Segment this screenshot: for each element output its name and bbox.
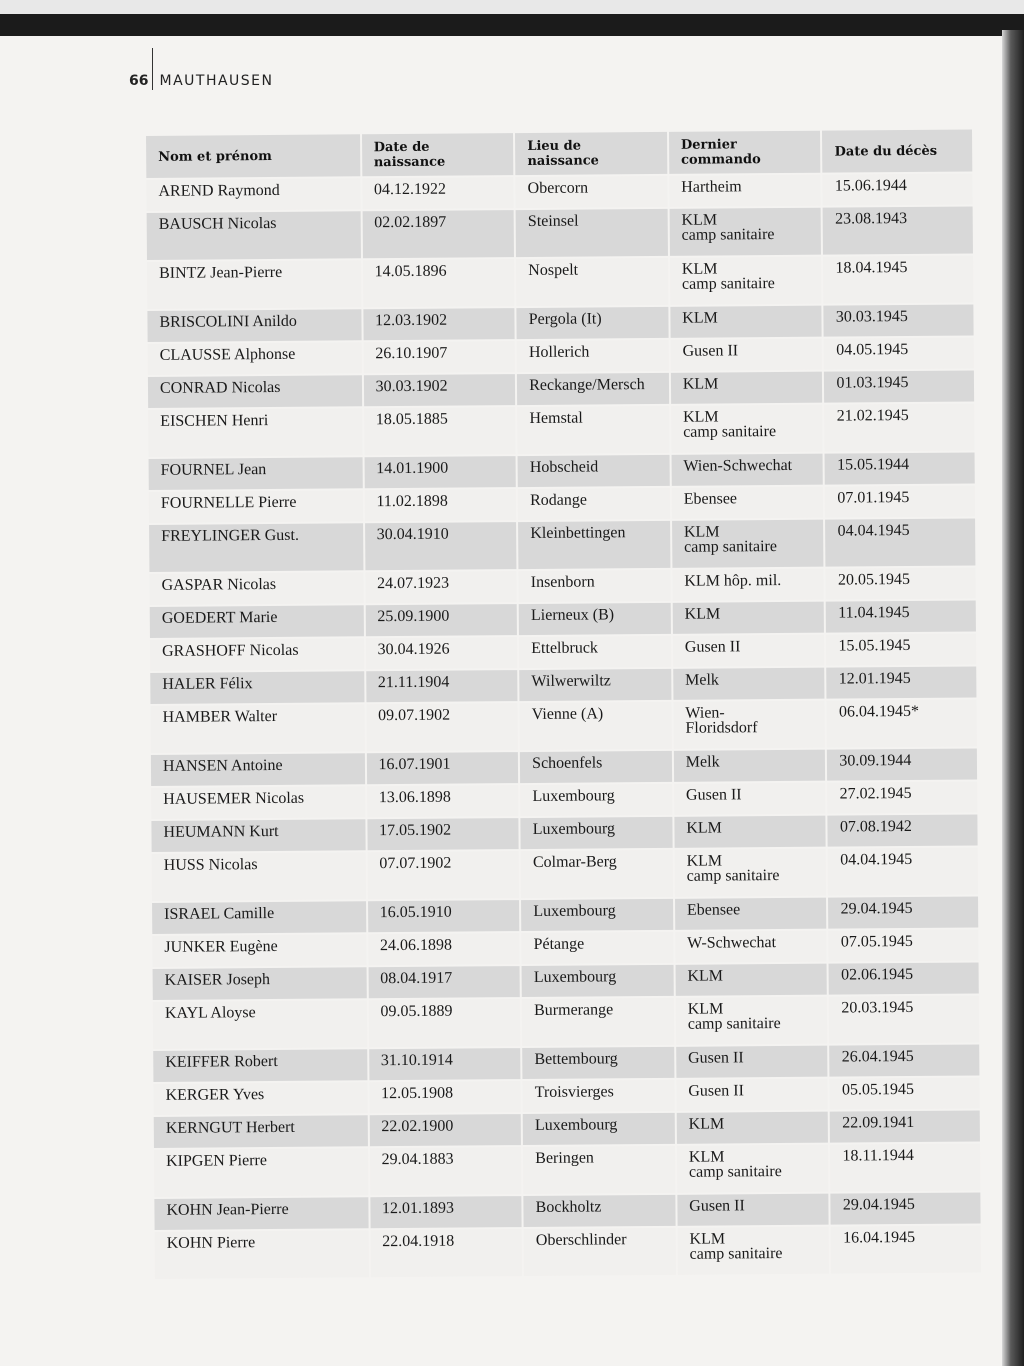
birth-date-cell: 12.05.1908 bbox=[369, 1081, 521, 1113]
commando-line-1: KLM bbox=[682, 375, 719, 393]
birth-date-cell: 09.05.1889 bbox=[368, 999, 520, 1047]
table-row bbox=[153, 1077, 979, 1114]
table-row bbox=[154, 1192, 980, 1229]
birth-date-cell: 17.05.1902 bbox=[367, 818, 519, 850]
birth-date-cell: 30.04.1926 bbox=[366, 637, 518, 669]
table-row bbox=[150, 633, 976, 670]
birth-place-cell: Wilwerwiltz bbox=[519, 669, 671, 701]
commando-cell bbox=[673, 635, 825, 667]
scan-top-edge bbox=[0, 14, 1024, 36]
death-date-cell: 29.04.1945 bbox=[828, 896, 978, 928]
death-date-cell: 02.06.1945 bbox=[829, 962, 979, 994]
commando-cell bbox=[675, 964, 827, 996]
table-row bbox=[148, 403, 974, 456]
commando-cell bbox=[670, 339, 822, 371]
birth-place-cell: Schoenfels bbox=[520, 751, 672, 783]
commando-line-2: camp sanitaire bbox=[684, 538, 777, 556]
death-date-cell: 26.04.1945 bbox=[830, 1044, 980, 1076]
birth-place-cell: Hobscheid bbox=[518, 455, 670, 487]
deportee-table-container bbox=[144, 127, 983, 1280]
commando-line-1: Melk bbox=[685, 753, 720, 771]
column-header-birth-place: Lieu de naissance bbox=[515, 132, 667, 175]
name-cell: JUNKER Eugène bbox=[152, 934, 366, 967]
birth-date-cell: 26.10.1907 bbox=[363, 341, 515, 373]
birth-date-cell: 12.03.1902 bbox=[363, 308, 515, 340]
birth-date-cell: 08.04.1917 bbox=[368, 966, 520, 998]
column-header-birth-date: Date de naissance bbox=[362, 133, 514, 176]
birth-place-cell: Beringen bbox=[523, 1146, 675, 1194]
commando-line-1: Gusen II bbox=[682, 342, 739, 360]
death-date-cell: 06.04.1945* bbox=[827, 699, 977, 747]
column-header-name: Nom et prénom bbox=[146, 134, 360, 178]
commando-line-1: KLM bbox=[689, 1230, 726, 1248]
name-cell: KOHN Jean-Pierre bbox=[154, 1197, 368, 1230]
commando-cell bbox=[677, 1145, 829, 1193]
running-title: MAUTHAUSEN bbox=[159, 73, 274, 89]
death-date-cell: 12.01.1945 bbox=[827, 666, 977, 698]
commando-cell bbox=[671, 405, 823, 453]
commando-cell bbox=[670, 306, 822, 338]
column-header-commando: Dernier commando bbox=[669, 131, 821, 174]
name-cell: KERGER Yves bbox=[153, 1082, 367, 1115]
birth-place-cell: Hollerich bbox=[517, 340, 669, 372]
commando-line-1: Gusen II bbox=[685, 786, 742, 804]
commando-line-1: KLM bbox=[688, 1115, 725, 1133]
commando-line-1: KLM bbox=[686, 852, 723, 870]
page-header bbox=[129, 72, 274, 90]
birth-place-cell: Hemstal bbox=[517, 406, 669, 454]
column-header-death-date: Date du décès bbox=[822, 129, 972, 172]
commando-cell bbox=[673, 668, 825, 700]
birth-place-cell: Obercorn bbox=[516, 176, 668, 208]
birth-date-cell: 12.01.1893 bbox=[370, 1196, 522, 1228]
birth-date-cell: 31.10.1914 bbox=[369, 1048, 521, 1080]
birth-place-cell: Vienne (A) bbox=[520, 702, 672, 750]
table-header-row bbox=[146, 129, 972, 177]
birth-place-cell: Luxembourg bbox=[521, 817, 673, 849]
commando-line-1: Ebensee bbox=[683, 490, 738, 508]
death-date-cell: 20.03.1945 bbox=[829, 995, 979, 1043]
birth-date-cell: 22.02.1900 bbox=[369, 1114, 521, 1146]
name-cell: HEUMANN Kurt bbox=[151, 819, 365, 852]
scan-top-margin bbox=[0, 0, 1024, 14]
name-cell: AREND Raymond bbox=[146, 178, 360, 211]
birth-place-cell: Oberschlinder bbox=[524, 1228, 676, 1276]
birth-date-cell: 09.07.1902 bbox=[366, 703, 518, 751]
table-row bbox=[151, 814, 977, 851]
name-cell: HUSS Nicolas bbox=[152, 852, 366, 901]
commando-line-1: KLM bbox=[682, 309, 718, 327]
name-cell: HAUSEMER Nicolas bbox=[151, 786, 365, 819]
table-row bbox=[149, 452, 975, 489]
death-date-cell: 07.08.1942 bbox=[828, 814, 978, 846]
commando-cell bbox=[677, 1227, 829, 1275]
commando-line-1: KLM bbox=[681, 260, 718, 278]
name-cell: FREYLINGER Gust. bbox=[149, 523, 363, 572]
birth-date-cell: 13.06.1898 bbox=[367, 785, 519, 817]
birth-place-cell: Lierneux (B) bbox=[519, 603, 671, 635]
name-cell: KERNGUT Herbert bbox=[154, 1115, 368, 1148]
birth-date-cell: 24.07.1923 bbox=[365, 571, 517, 603]
commando-line-2: camp sanitaire bbox=[689, 1245, 783, 1263]
commando-cell bbox=[675, 931, 827, 963]
birth-place-cell: Bettembourg bbox=[522, 1047, 674, 1079]
commando-line-1: W-Schwechat bbox=[687, 934, 777, 952]
birth-place-cell: Luxembourg bbox=[520, 784, 672, 816]
commando-line-2: camp sanitaire bbox=[681, 275, 775, 293]
commando-cell bbox=[671, 454, 823, 486]
commando-line-2: camp sanitaire bbox=[688, 1163, 782, 1181]
commando-cell bbox=[676, 1079, 828, 1111]
death-date-cell: 07.01.1945 bbox=[825, 485, 975, 517]
table-row bbox=[150, 666, 976, 703]
commando-cell bbox=[673, 602, 825, 634]
table-row bbox=[153, 962, 979, 999]
page-number: 66 bbox=[129, 73, 149, 89]
death-date-cell: 15.05.1945 bbox=[826, 633, 976, 665]
commando-cell bbox=[670, 257, 822, 305]
commando-line-1: Gusen II bbox=[684, 638, 741, 656]
death-date-cell: 22.09.1941 bbox=[830, 1110, 980, 1142]
commando-cell bbox=[673, 701, 825, 749]
name-cell: HANSEN Antoine bbox=[151, 753, 365, 786]
name-cell: CLAUSSE Alphonse bbox=[148, 342, 362, 375]
birth-date-cell: 14.01.1900 bbox=[364, 456, 516, 488]
name-cell: KEIFFER Robert bbox=[153, 1049, 367, 1082]
birth-date-cell: 16.07.1901 bbox=[366, 752, 518, 784]
name-cell: EISCHEN Henri bbox=[148, 408, 362, 457]
birth-date-cell: 29.04.1883 bbox=[370, 1147, 522, 1195]
birth-place-cell: Rodange bbox=[518, 488, 670, 520]
commando-line-1: Wien- bbox=[685, 704, 725, 722]
birth-place-cell: Colmar-Berg bbox=[521, 850, 673, 898]
commando-line-2: camp sanitaire bbox=[683, 423, 777, 441]
commando-cell bbox=[672, 569, 824, 601]
deportee-table bbox=[144, 127, 983, 1280]
name-cell: BAUSCH Nicolas bbox=[147, 211, 361, 260]
name-cell: GASPAR Nicolas bbox=[149, 572, 363, 605]
death-date-cell: 04.04.1945 bbox=[828, 847, 978, 895]
birth-date-cell: 14.05.1896 bbox=[363, 259, 515, 307]
death-date-cell: 07.05.1945 bbox=[829, 929, 979, 961]
table-row bbox=[151, 748, 977, 785]
commando-line-1: Gusen II bbox=[689, 1197, 745, 1215]
commando-line-1: KLM bbox=[684, 605, 721, 623]
table-row bbox=[151, 781, 977, 818]
table-row bbox=[152, 847, 978, 900]
death-date-cell: 18.11.1944 bbox=[830, 1143, 980, 1191]
death-date-cell: 20.05.1945 bbox=[826, 567, 976, 599]
table-row bbox=[149, 518, 975, 571]
commando-line-1: KLM bbox=[686, 819, 722, 837]
death-date-cell: 16.04.1945 bbox=[831, 1225, 981, 1273]
commando-line-1: KLM bbox=[682, 408, 719, 426]
birth-place-cell: Bockholtz bbox=[524, 1195, 676, 1227]
table-row bbox=[153, 995, 979, 1048]
commando-cell bbox=[669, 208, 821, 256]
birth-place-cell: Reckange/Mersch bbox=[517, 373, 669, 405]
death-date-cell: 05.05.1945 bbox=[830, 1077, 980, 1109]
name-cell: KAYL Aloyse bbox=[153, 1000, 367, 1049]
name-cell: HAMBER Walter bbox=[150, 704, 364, 753]
table-row bbox=[147, 206, 973, 259]
commando-cell bbox=[677, 1112, 829, 1144]
commando-cell bbox=[672, 520, 824, 568]
death-date-cell: 21.02.1945 bbox=[825, 403, 975, 451]
birth-place-cell: Luxembourg bbox=[522, 965, 674, 997]
death-date-cell: 11.04.1945 bbox=[826, 600, 976, 632]
name-cell: KOHN Pierre bbox=[155, 1230, 369, 1279]
birth-date-cell: 04.12.1922 bbox=[362, 177, 514, 209]
table-row bbox=[155, 1225, 981, 1278]
name-cell: FOURNEL Jean bbox=[149, 457, 363, 490]
birth-place-cell: Kleinbettingen bbox=[518, 521, 670, 569]
death-date-cell: 29.04.1945 bbox=[831, 1192, 981, 1224]
commando-line-1: KLM bbox=[688, 1148, 725, 1166]
name-cell: HALER Félix bbox=[150, 671, 364, 704]
table-row bbox=[150, 699, 976, 752]
table-row bbox=[154, 1110, 980, 1147]
commando-cell bbox=[676, 1046, 828, 1078]
birth-date-cell: 22.04.1918 bbox=[370, 1229, 522, 1277]
table-row bbox=[152, 896, 978, 933]
commando-cell bbox=[671, 372, 823, 404]
commando-line-2: camp sanitaire bbox=[681, 226, 775, 244]
table-row bbox=[149, 485, 975, 522]
table-row bbox=[148, 337, 974, 374]
death-date-cell: 15.06.1944 bbox=[823, 173, 973, 205]
commando-line-1: Ebensee bbox=[686, 901, 741, 919]
birth-place-cell: Burmerange bbox=[522, 998, 674, 1046]
birth-place-cell: Steinsel bbox=[516, 209, 668, 257]
name-cell: FOURNELLE Pierre bbox=[149, 490, 363, 523]
birth-place-cell: Troisvierges bbox=[523, 1080, 675, 1112]
commando-cell bbox=[672, 487, 824, 519]
commando-line-2: camp sanitaire bbox=[687, 1015, 781, 1033]
death-date-cell: 15.05.1944 bbox=[825, 452, 975, 484]
name-cell: ISRAEL Camille bbox=[152, 901, 366, 934]
birth-place-cell: Nospelt bbox=[516, 258, 668, 306]
table-row bbox=[146, 173, 972, 210]
commando-cell bbox=[669, 175, 821, 207]
birth-date-cell: 02.02.1897 bbox=[362, 210, 514, 258]
commando-cell bbox=[674, 783, 826, 815]
table-row bbox=[148, 370, 974, 407]
table-row bbox=[152, 929, 978, 966]
death-date-cell: 30.09.1944 bbox=[827, 748, 977, 780]
birth-date-cell: 16.05.1910 bbox=[368, 900, 520, 932]
birth-place-cell: Insenborn bbox=[519, 570, 671, 602]
commando-cell bbox=[675, 898, 827, 930]
birth-date-cell: 21.11.1904 bbox=[366, 670, 518, 702]
name-cell: BRISCOLINI Anildo bbox=[147, 309, 361, 342]
table-body bbox=[146, 173, 981, 1278]
death-date-cell: 01.03.1945 bbox=[824, 370, 974, 402]
birth-date-cell: 30.04.1910 bbox=[365, 522, 517, 570]
commando-line-1: Melk bbox=[685, 671, 719, 689]
death-date-cell: 23.08.1943 bbox=[823, 206, 973, 254]
name-cell: BINTZ Jean-Pierre bbox=[147, 260, 361, 309]
name-cell: KIPGEN Pierre bbox=[154, 1148, 368, 1197]
commando-cell bbox=[674, 849, 826, 897]
commando-line-1: KLM bbox=[687, 967, 724, 985]
table-row bbox=[149, 567, 975, 604]
commando-cell bbox=[677, 1194, 829, 1226]
death-date-cell: 04.04.1945 bbox=[825, 518, 975, 566]
commando-line-2: camp sanitaire bbox=[686, 867, 780, 885]
birth-date-cell: 18.05.1885 bbox=[364, 407, 516, 455]
commando-line-1: Wien-Schwechat bbox=[683, 456, 793, 475]
name-cell: GRASHOFF Nicolas bbox=[150, 638, 364, 671]
table-row bbox=[150, 600, 976, 637]
birth-date-cell: 11.02.1898 bbox=[364, 489, 516, 521]
birth-place-cell: Luxembourg bbox=[521, 899, 673, 931]
commando-line-1: Gusen II bbox=[688, 1082, 744, 1100]
birth-date-cell: 07.07.1902 bbox=[367, 851, 519, 899]
commando-line-1: Gusen II bbox=[688, 1049, 744, 1067]
name-cell: GOEDERT Marie bbox=[150, 605, 364, 638]
birth-date-cell: 24.06.1898 bbox=[368, 933, 520, 965]
death-date-cell: 04.05.1945 bbox=[824, 337, 974, 369]
commando-line-1: KLM bbox=[687, 1000, 724, 1018]
table-row bbox=[147, 255, 973, 308]
death-date-cell: 27.02.1945 bbox=[828, 781, 978, 813]
commando-cell bbox=[676, 997, 828, 1045]
commando-cell bbox=[674, 750, 826, 782]
scan-right-edge bbox=[1002, 30, 1024, 1366]
birth-date-cell: 30.03.1902 bbox=[363, 374, 515, 406]
birth-date-cell: 25.09.1900 bbox=[365, 604, 517, 636]
commando-line-2: Floridsdorf bbox=[685, 719, 758, 737]
name-cell: KAISER Joseph bbox=[153, 967, 367, 1000]
birth-place-cell: Pergola (It) bbox=[517, 307, 669, 339]
header-rule bbox=[152, 48, 153, 90]
commando-line-1: KLM bbox=[683, 523, 720, 541]
table-row bbox=[147, 304, 973, 341]
birth-place-cell: Pétange bbox=[521, 932, 673, 964]
birth-place-cell: Ettelbruck bbox=[519, 636, 671, 668]
commando-line-1: Hartheim bbox=[681, 178, 742, 196]
table-row bbox=[153, 1044, 979, 1081]
table-row bbox=[154, 1143, 980, 1196]
commando-line-1: KLM bbox=[681, 211, 718, 229]
birth-place-cell: Luxembourg bbox=[523, 1113, 675, 1145]
commando-line-1: KLM hôp. mil. bbox=[684, 572, 782, 590]
commando-cell bbox=[674, 816, 826, 848]
name-cell: CONRAD Nicolas bbox=[148, 375, 362, 408]
death-date-cell: 18.04.1945 bbox=[823, 255, 973, 303]
death-date-cell: 30.03.1945 bbox=[824, 304, 974, 336]
